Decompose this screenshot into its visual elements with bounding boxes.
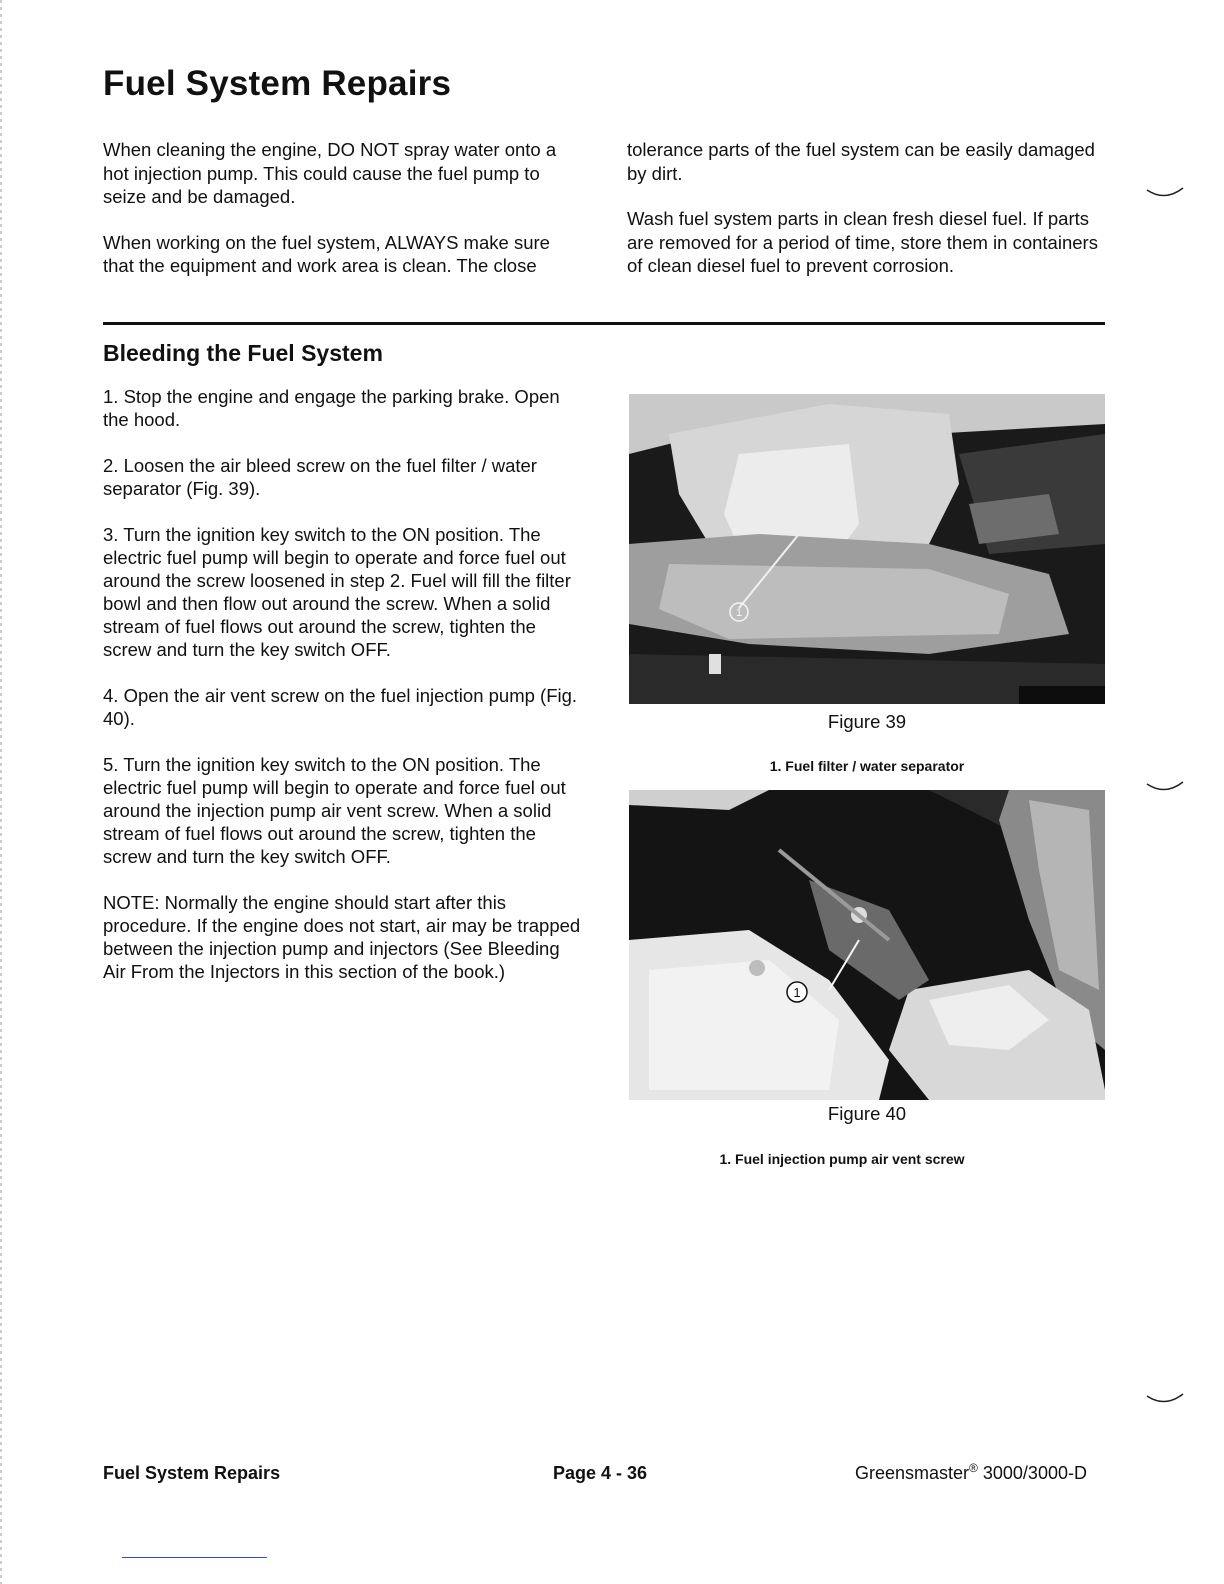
footer-page-number: Page 4 - 36 (553, 1463, 648, 1483)
margin-mark-icon (1145, 1392, 1185, 1408)
procedure-step: 1. Stop the engine and engage the parking brake. Open the hood. (103, 386, 560, 430)
footer-product (855, 1461, 1087, 1484)
page-edge-scan-artifact (0, 0, 2, 1584)
registered-mark: ® (969, 1461, 978, 1475)
procedure-step: 3. Turn the ignition key switch to the ON position. The electric fuel pump will begin to operate and force fuel out around the screw loosened in step 2. Fuel will fill the filter bowl and then flow out around the screw. When a solid stream of fuel flows out around the screw, tighten the screw and turn the key switch OFF. (103, 524, 571, 660)
intro-right-column (627, 138, 1105, 300)
scan-artifact-line (122, 1557, 267, 1558)
intro-paragraph: tolerance parts of the fuel system can be easily damaged by dirt. (627, 139, 1095, 184)
footer-section-name: Fuel System Repairs (103, 1463, 281, 1483)
intro-paragraph: When working on the fuel system, ALWAYS make sure that the equipment and work area is clean. The close (103, 231, 550, 276)
page-title: Fuel System Repairs (103, 64, 452, 103)
intro-paragraph: When cleaning the engine, DO NOT spray water onto a hot injection pump. This could cause the fuel pump to seize and be damaged. (103, 139, 557, 207)
figure-39-caption: 1. Fuel filter / water separator (769, 758, 965, 774)
figure-39-photo (629, 394, 1105, 704)
procedure-note: NOTE: Normally the engine should start after this procedure. If the engine does not start, air may be trapped between the injection pump and injectors (See Bleeding Air From the Injectors in this section of the book.) (103, 892, 581, 982)
procedure-step: 2. Loosen the air bleed screw on the fuel filter / water separator (Fig. 39). (103, 455, 537, 499)
figure-40-photo (629, 790, 1105, 1100)
procedure-step: 4. Open the air vent screw on the fuel injection pump (Fig. 40). (103, 685, 578, 729)
margin-mark-icon (1145, 780, 1185, 796)
figure-39-label: Figure 39 (827, 711, 907, 732)
figure-callout: 1 (793, 985, 801, 1000)
procedure-step: 5. Turn the ignition key switch to the ON position. The electric fuel pump will begin to operate and force fuel out around the injection pump air vent screw. When a solid stream of fuel flows out around the screw, tighten the screw and turn the key switch OFF. (103, 754, 566, 867)
section-heading: Bleeding the Fuel System (103, 340, 383, 366)
section-divider (103, 322, 1105, 325)
product-name: Greensmaster (855, 1463, 970, 1483)
figure-callout: 1 (735, 607, 743, 619)
figure-40-caption: 1. Fuel injection pump air vent screw (719, 1151, 965, 1167)
margin-mark-icon (1145, 186, 1185, 202)
figure-40-label: Figure 40 (827, 1103, 907, 1124)
product-model: 3000/3000-D (977, 1463, 1087, 1483)
procedure-steps (103, 385, 581, 1006)
intro-left-column (103, 138, 581, 300)
intro-paragraph: Wash fuel system parts in clean fresh diesel fuel. If parts are removed for a period of time, store them in containers of clean diesel fuel to prevent corrosion. (627, 208, 1098, 276)
